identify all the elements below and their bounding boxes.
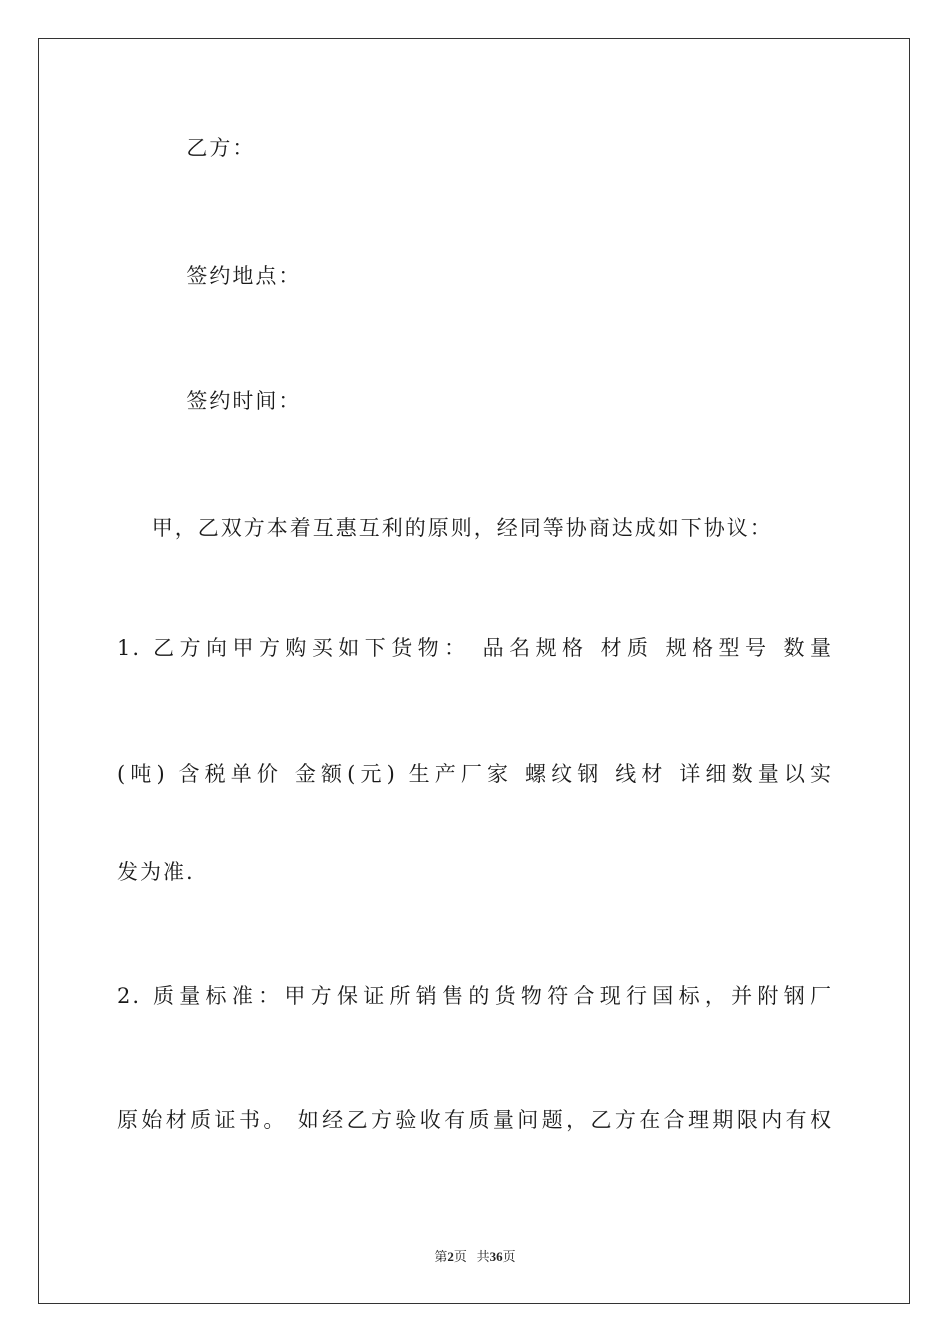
- clause-1-line-1: 1. 乙方向甲方购买如下货物： 品名规格 材质 规格型号 数量: [117, 636, 833, 660]
- signing-place-label: 签约地点：: [117, 264, 302, 288]
- clause-2-line-1: 2. 质量标准：甲方保证所销售的货物符合现行国标，并附钢厂: [117, 984, 833, 1008]
- total-pages: 36: [489, 1249, 503, 1264]
- page-number: 2: [447, 1249, 454, 1264]
- party-b-label: 乙方：: [117, 136, 256, 160]
- page-prefix: 第: [434, 1249, 448, 1264]
- page-suffix: 页: [453, 1249, 467, 1264]
- page-footer: [0, 1248, 950, 1266]
- clause-2-line-2: 原始材质证书。 如经乙方验收有质量问题，乙方在合理期限内有权: [117, 1108, 833, 1132]
- total-prefix: 共: [476, 1249, 490, 1264]
- signing-time-label: 签约时间：: [117, 389, 302, 413]
- clause-1-line-3: 发为准.: [117, 860, 195, 884]
- agreement-intro: 甲，乙双方本着互惠互利的原则，经同等协商达成如下协议：: [117, 516, 773, 540]
- clause-1-line-2: (吨) 含税单价 金额(元) 生产厂家 螺纹钢 线材 详细数量以实: [117, 762, 833, 786]
- total-suffix: 页: [502, 1249, 516, 1264]
